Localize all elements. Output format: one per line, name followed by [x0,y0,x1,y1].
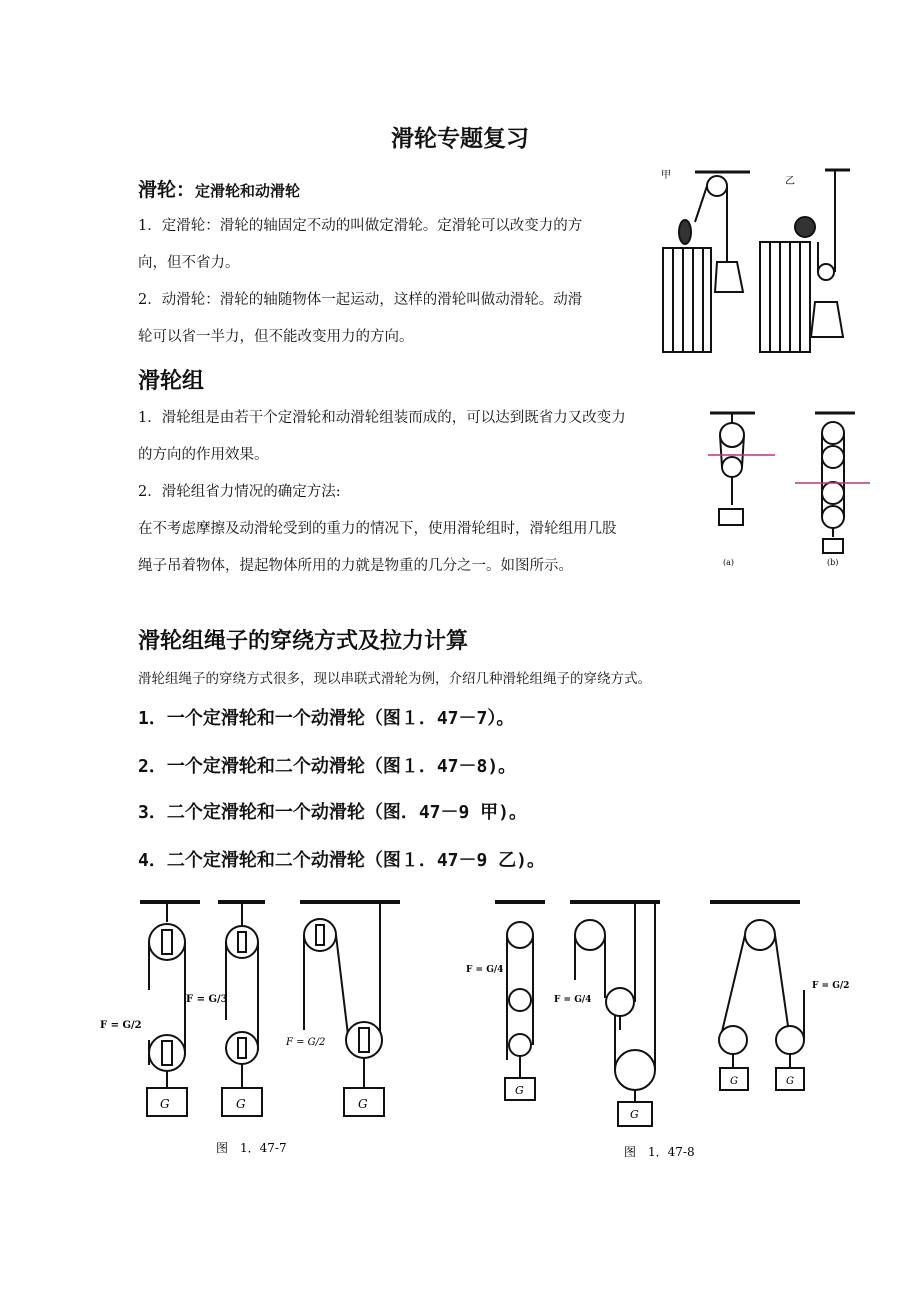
section1-line4: 轮可以省一半力，但不能改变用力的方向。 [138,329,414,345]
pulley-illustration-figure [655,162,855,357]
pulley-block-ab-figure [705,405,875,575]
force-label: F = G/2 [286,1037,326,1048]
weight-label: G [160,1097,170,1111]
figure-caption-right: 图 1．47-8 [624,1145,695,1159]
list-item: 1．一个定滑轮和一个动滑轮（图１．47－7）。 [138,708,515,729]
section2-heading: 滑轮组 [138,369,205,394]
force-label: F = G/4 [554,995,592,1005]
section1-line1: 1．定滑轮：滑轮的轴固定不动的叫做定滑轮。定滑轮可以改变力的方 [138,218,583,234]
fig2-label-b: (b) [827,558,839,567]
pulley-systems-figure [100,890,880,1165]
list-item: 2．一个定滑轮和二个动滑轮（图１．47－8)。 [138,756,517,777]
section1-line3: 2．动滑轮：滑轮的轴随物体一起运动，这样的滑轮叫做动滑轮。动滑 [138,292,583,308]
force-label: F = G/4 [466,965,504,975]
page-title: 滑轮专题复习 [391,126,529,152]
section2-line5: 绳子吊着物体，提起物体所用的力就是物重的几分之一。如图所示。 [138,558,573,574]
force-label: F = G/2 [812,981,850,991]
section2-line2: 的方向的作用效果。 [138,447,269,463]
section1-heading-main: 滑轮： [138,179,196,201]
section1-line2: 向，但不省力。 [138,255,240,271]
section2-line3: 2．滑轮组省力情况的确定方法: [138,484,341,500]
section2-text [138,400,698,585]
weight-label: G [515,1084,524,1097]
fig2-label-a: (a) [723,558,735,567]
fig1-label-b: 乙 [785,176,795,187]
section3-heading: 滑轮组绳子的穿绕方式及拉力计算 [138,629,469,654]
section1-heading-sub: 定滑轮和动滑轮 [195,182,301,200]
weight-label: G [630,1108,639,1121]
section2-line4: 在不考虑摩擦及动滑轮受到的重力的情况下，使用滑轮组时，滑轮组用几股 [138,521,617,537]
weight-label: G [236,1097,246,1111]
section1-heading [138,175,300,202]
figure-caption-left: 图 1．47-7 [216,1141,287,1155]
section1-text [138,208,648,356]
weight-label: G [358,1097,368,1111]
weight-label: G [786,1076,794,1087]
force-label: F = G/2 [100,1020,142,1031]
fig1-label-a: 甲 [661,170,671,181]
list-item: 3．二个定滑轮和一个动滑轮（图．47－9 甲)。 [138,802,528,823]
force-label: F = G/3 [186,994,228,1005]
weight-label: G [730,1076,738,1087]
list-item: 4．二个定滑轮和二个动滑轮（图１．47－9 乙)。 [138,850,546,871]
section3-intro: 滑轮组绳子的穿绕方式很多，现以串联式滑轮为例，介绍几种滑轮组绳子的穿绕方式。 [138,671,651,687]
section2-line1: 1．滑轮组是由若干个定滑轮和动滑轮组装而成的，可以达到既省力又改变力 [138,410,626,426]
